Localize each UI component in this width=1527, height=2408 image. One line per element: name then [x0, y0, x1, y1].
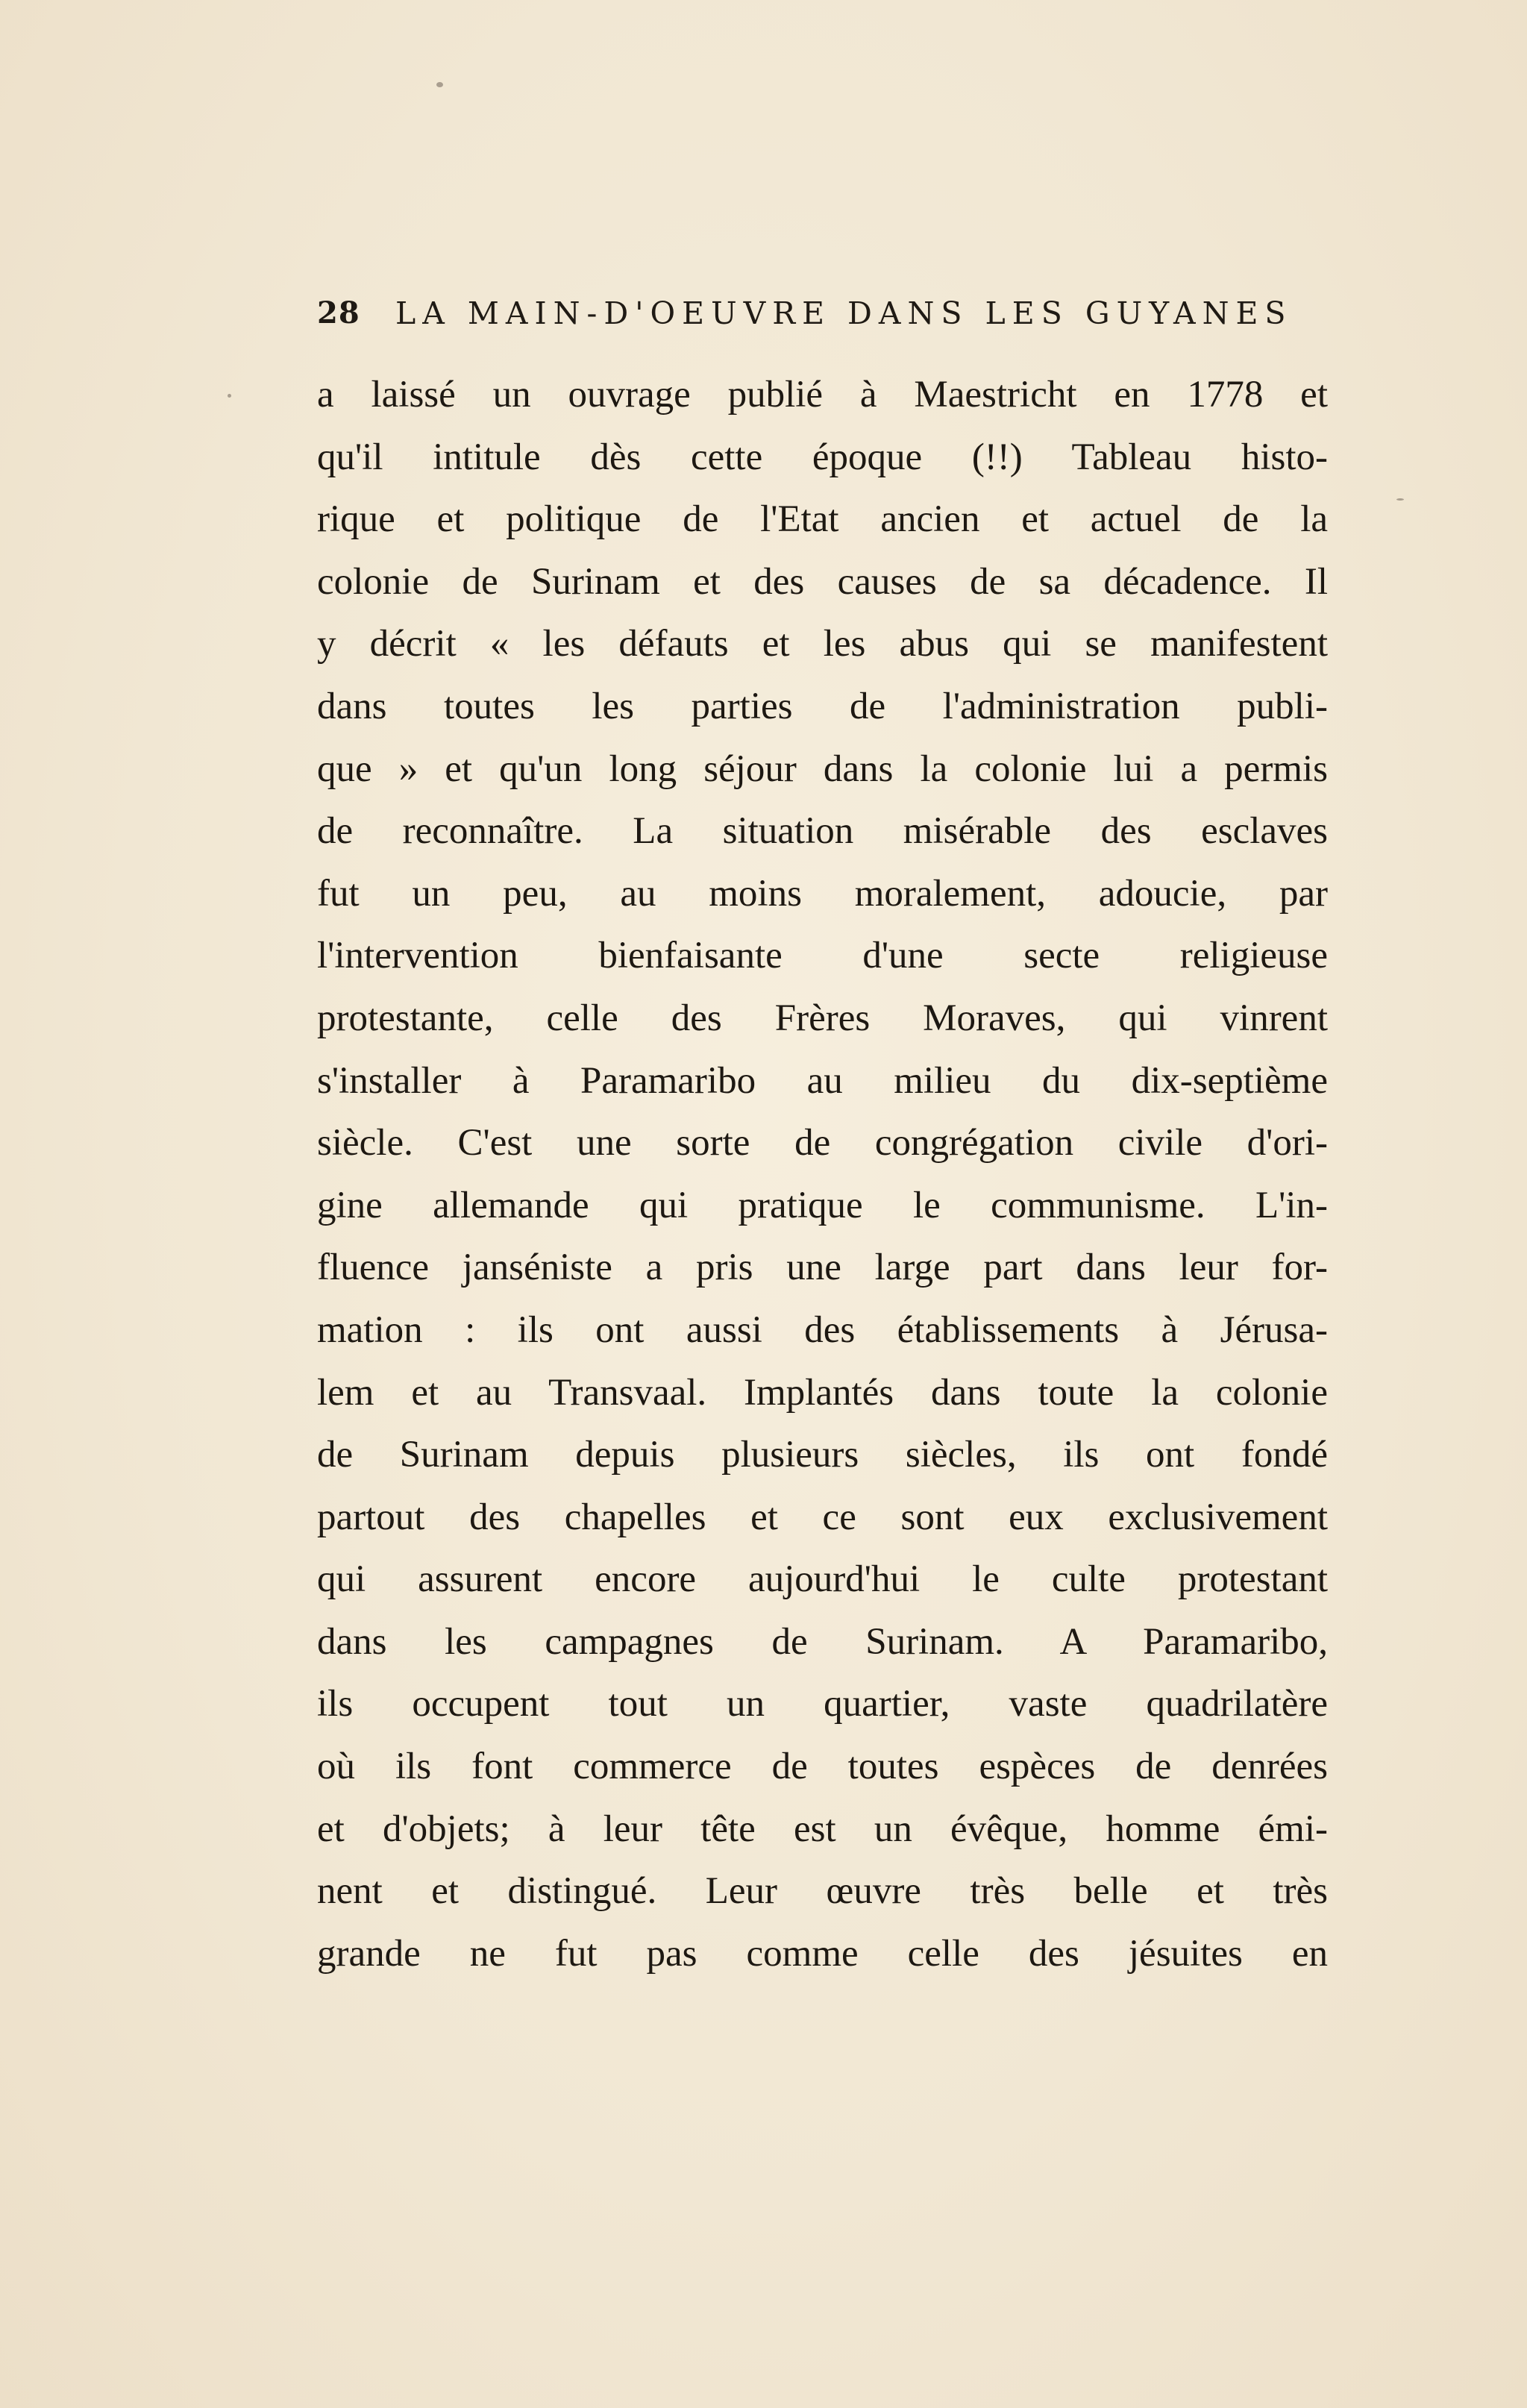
text-line: gine allemande qui pratique le communisme. L'in-: [317, 1184, 1328, 1226]
text-line: l'intervention bienfaisante d'une secte religieuse: [317, 935, 1328, 977]
text-line: que » et qu'un long séjour dans la colonie lui a permis: [317, 747, 1328, 790]
page-number: 28: [317, 295, 360, 330]
text-line: colonie de Surinam et des causes de sa décadence. Il: [317, 560, 1328, 603]
text-line: nent et distingué. Leur œuvre très belle et très: [317, 1870, 1328, 1913]
text-line: où ils font commerce de toutes espèces de denrées: [317, 1746, 1328, 1788]
text-line: lem et au Transvaal. Implantés dans toute la colonie: [317, 1371, 1328, 1414]
text-line: qui assurent encore aujourd'hui le culte protestant: [317, 1558, 1328, 1601]
text-line: fut un peu, au moins moralement, adoucie, par: [317, 872, 1328, 915]
text-line: siècle. C'est une sorte de congrégation civile d'ori-: [317, 1122, 1328, 1164]
text-line: de reconnaître. La situation misérable des esclaves: [317, 810, 1328, 853]
text-line: dans les campagnes de Surinam. A Paramaribo,: [317, 1620, 1328, 1663]
text-line: partout des chapelles et ce sont eux exclusivement: [317, 1496, 1328, 1538]
text-line: a laissé un ouvrage publié à Maestricht en 1778 et: [317, 374, 1328, 416]
paper-speck: [228, 394, 231, 398]
text-line: fluence janséniste a pris une large part dans leur for-: [317, 1247, 1328, 1289]
text-line: qu'il intitule dès cette époque (!!) Tableau histo-: [317, 436, 1328, 478]
paper-speck: [1396, 498, 1404, 501]
text-line: dans toutes les parties de l'administration publi-: [317, 685, 1328, 727]
text-line: mation : ils ont aussi des établissements à Jérusa-: [317, 1308, 1328, 1351]
page-header: [317, 295, 1293, 340]
running-title: LA MAIN-D'OEUVRE DANS LES GUYANES: [395, 295, 1293, 331]
paper-speck: [436, 82, 443, 87]
text-line: ils occupent tout un quartier, vaste quadrilatère: [317, 1683, 1328, 1725]
text-line: rique et politique de l'Etat ancien et actuel de la: [317, 498, 1328, 541]
text-line: protestante, celle des Frères Moraves, qui vinrent: [317, 997, 1328, 1039]
text-line: y décrit « les défauts et les abus qui se manifestent: [317, 623, 1328, 665]
text-line: s'installer à Paramaribo au milieu du dix-septième: [317, 1059, 1328, 1102]
text-line: et d'objets; à leur tête est un évêque, homme émi-: [317, 1807, 1328, 1850]
body-text: [317, 364, 1328, 1985]
text-line: grande ne fut pas comme celle des jésuites en: [317, 1932, 1328, 1975]
text-line: de Surinam depuis plusieurs siècles, ils ont fondé: [317, 1434, 1328, 1476]
